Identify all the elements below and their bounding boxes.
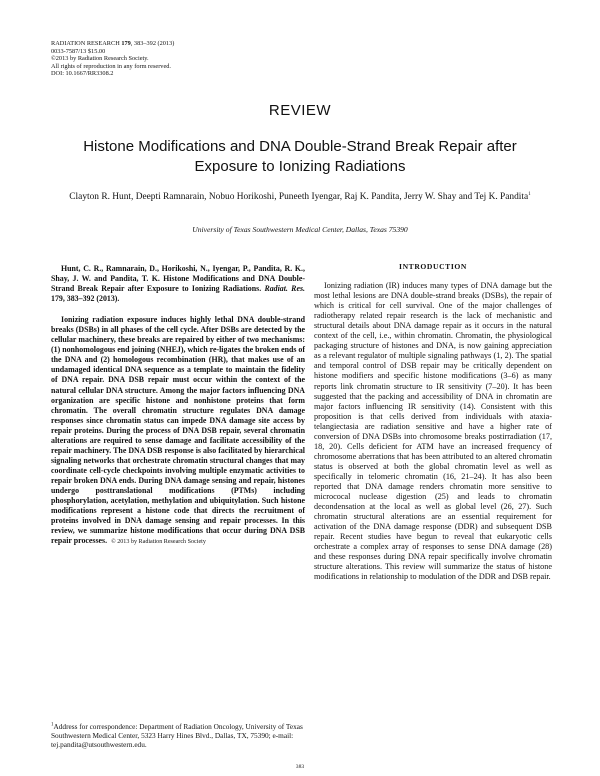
citation: Hunt, C. R., Ramnarain, D., Horikoshi, N., Iyengar, P., Pandita, R. K., Shay, J. W. and Pandita, T. K. Histone Modifications and DNA Double-Strand Break Repair after Exposure to Ionizing Radiations. Radiat. Res. 179, 383–392 (2013). [51, 264, 305, 304]
footnote: $^1$Address for correspondence: Department of Radiation Oncology, University of Texas Southwestern Medical Center, 5323 Harry Hines Blvd., Dallas, TX, 75390; e-mail: tej.pandita@utsouthwestern.edu. [51, 722, 303, 749]
left-column [51, 264, 305, 547]
author-footnote-mark: 1 [528, 191, 531, 197]
abstract: Ionizing radiation exposure induces highly lethal DNA double-strand breaks (DSBs) in all phases of the cell cycle. After DSBs are detected by the cellular machinery, these breaks are repaired by either of two mechanisms: (1) nonhomologous end joining (NHEJ), which re-ligates the broken ends of the DNA and (2) homologous recombination (HR), that makes use of an undamaged identical DNA sequence as a template to maintain the fidelity of DNA repair. DNA DSB repair must occur within the context of the natural cellular DNA structure. Among the major factors influencing DNA organization are specific histone and nonhistone proteins that form chromatin. The overall chromatin structure regulates DNA damage responses since chromatin status can impede DNA damage site access by repair proteins. During the process of DNA DSB repair, several chromatin alterations are required to sense damage and facilitate accessibility of the repair machinery. The DNA DSB response is also facilitated by hierarchical signaling networks that orchestrate chromatin structural changes that may coordinate cell-cycle checkpoints involving multiple enzymatic activities to repair broken DNA ends. During DNA damage sensing and repair, histones undergo posttranslational modifications (PTMs) including phosphorylation, acetylation, methylation and ubiquitylation. Such histone modifications represent a histone code that directs the recruitment of proteins involved in DNA damage sensing and repair processes. In this review, we summarize histone modifications that occur during DNA DSB repair processes. © 2013 by Radiation Research Society [51, 315, 305, 546]
doi-line: DOI: 10.1667/RR3308.2 [51, 70, 114, 78]
section-heading: INTRODUCTION [399, 262, 467, 271]
right-column [314, 262, 552, 582]
section-label: REVIEW [268, 102, 332, 119]
footnote-mark: 1 [51, 722, 54, 728]
affiliation: University of Texas Southwestern Medical Center, Dallas, Texas 75390 [192, 225, 408, 234]
rights-line: All rights of reproduction in any form reserved. [51, 62, 171, 70]
abstract-copyright: © 2013 by Radiation Research Society [111, 539, 206, 546]
journal-line-1: RADIATION RESEARCH 179, 383–392 (2013) [51, 40, 175, 47]
page-number: 383 [295, 764, 305, 770]
journal-meta [51, 40, 351, 78]
article-title: Histone Modifications and DNA Double-Strand Break Repair after Exposure to Ionizing Radiations [83, 138, 517, 175]
author-list: Clayton R. Hunt, Deepti Ramnarain, Nobuo Horikoshi, Puneeth Iyengar, Raj K. Pandita, Jerry W. Shay and Tej K. Pandita$^1$ [69, 191, 531, 202]
copyright-line: ©2013 by Radiation Research Society. [51, 55, 149, 63]
introduction-paragraph: Ionizing radiation (IR) induces many types of DNA damage but the most lethal lesions are DNA double-strand breaks (DSBs), the repair of which is critical for cell survival. One of the major challenges of radiotherapy related repair research is the lack of mechanistic and structural details about DNA damage repair as it occurs in the natural context of the cell, i.e., within chromatin. Chromatin, the physiological packaging structure of histones and DNA, is now gaining appreciation as a relevant regulator of multiple signaling pathways (1, 2). The spatial and temporal control of DSB repair may be critically dependent on histone modifiers and specific histone modifications (3–6) as many reports link chromatin structure to IR sensitivity (7–20). It has been suggested that the packing and accessibility of DNA in chromatin are major factors influencing IR sensitivity (14). Consistent with this proposition is that cells derived from individuals with ataxia-telangiectasia are radiation sensitive and have a higher rate of conversion of DNA DSBs into chromosome breaks postirradiation (17, 18, 20). Cells deficient for ATM have an increased frequency of chromosome aberrations that has been attributed to an altered chromatin status is observed at both the global chromatin level as well as specifically in telomeric chromatin (16, 21–24). It has also been reported that DNA damage renders chromatin more sensitive to micrococal nuclease digestion (25) and leads to chromatin decondensation at the local as well as global level (26, 27). Such chromatin structural alterations are an essential requirement for activation of the DNA damage response (DDR) and subsequent DSB repair. Recent studies have begun to reveal that eukaryotic cells orchestrate a complex array of responses to sense DNA damage (28) and these responses during DNA repair specifically involve chromatin structure alterations. This review will summarize the status of histone modifications in relationship to modulation of the DDR and DSB repair. [314, 281, 552, 582]
issn-line: 0033-7587/13 $15.00 [51, 47, 106, 55]
